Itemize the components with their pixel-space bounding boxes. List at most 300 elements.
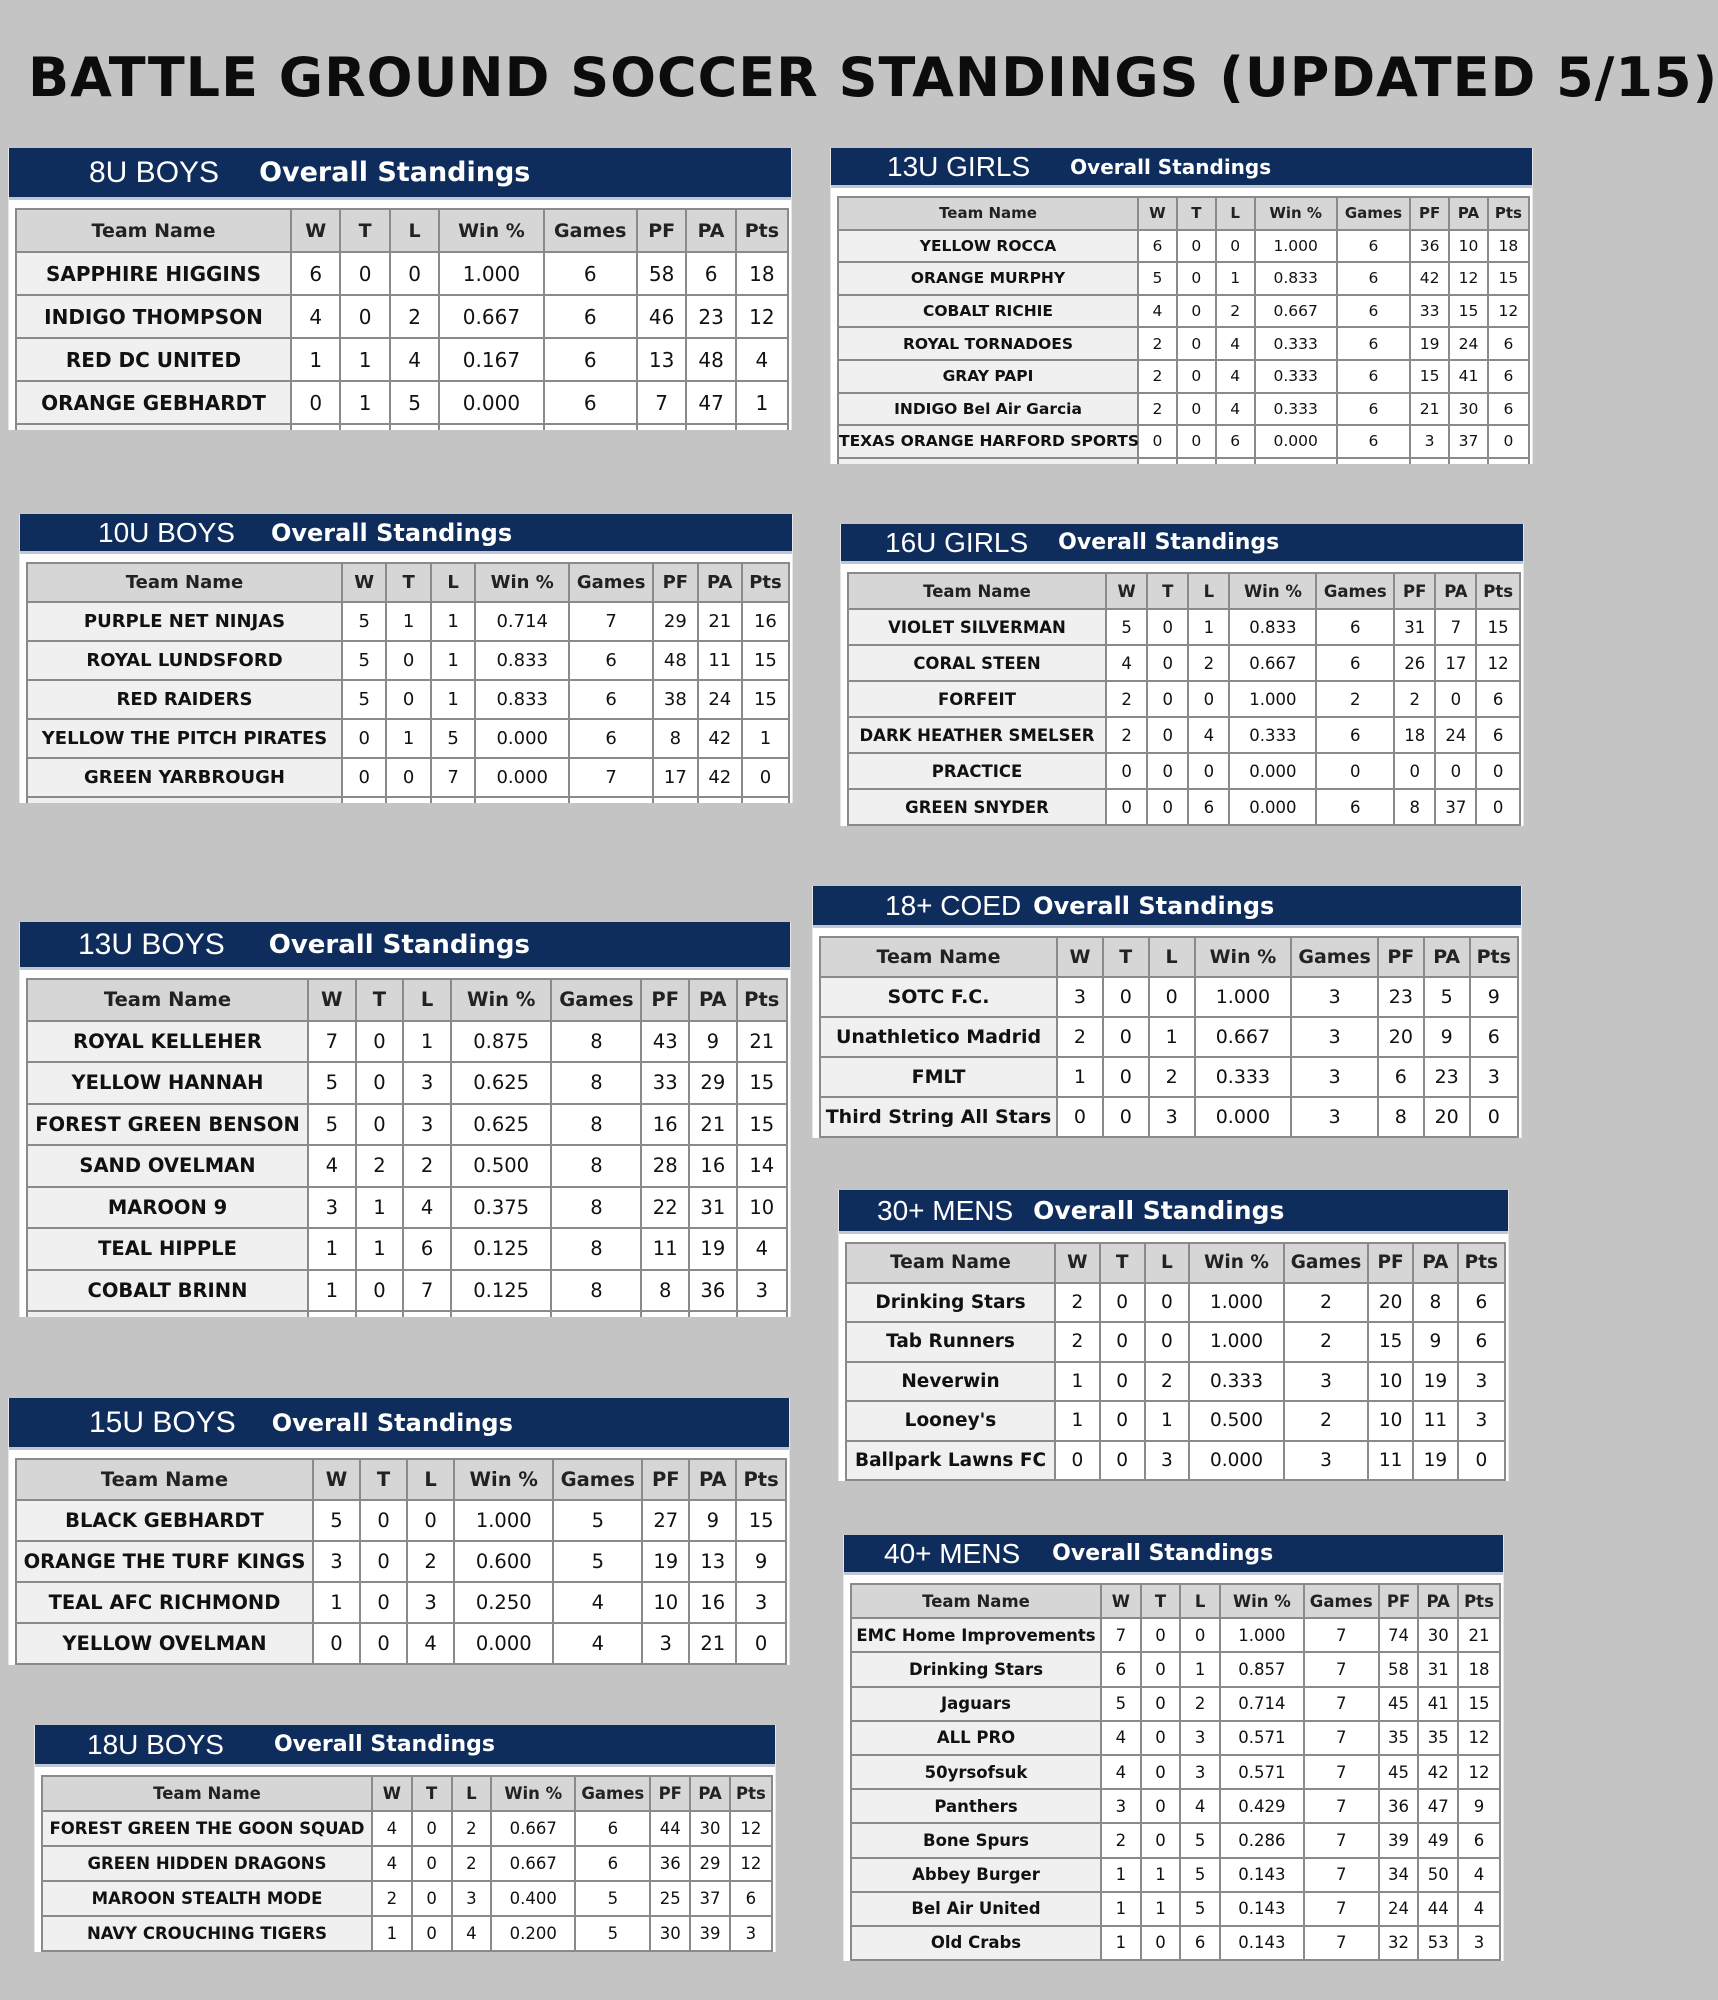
cell-games: 6 [569, 641, 653, 680]
cell-t: 0 [1147, 789, 1188, 825]
cell-games: 8 [551, 1062, 641, 1104]
cell-pa: 9 [1413, 1322, 1458, 1362]
cell-l: 1 [431, 602, 475, 641]
cutoff-cell [1216, 458, 1255, 464]
team-name-cell: 50yrsofsuk [851, 1755, 1101, 1789]
table-row [16, 1623, 786, 1664]
cell-win-pct: 0.000 [454, 1623, 553, 1664]
standings-table [41, 1775, 773, 1952]
cell-pf: 21 [1410, 393, 1449, 426]
cell-w: 4 [291, 295, 340, 338]
column-header-pf: PF [637, 209, 686, 252]
cell-t: 0 [360, 1582, 407, 1623]
cell-pts: 4 [1458, 1858, 1500, 1892]
table-row-cutoff [27, 797, 789, 803]
cell-pts: 6 [1470, 1017, 1518, 1057]
cutoff-cell [1488, 458, 1529, 464]
column-header-pf: PF [641, 979, 689, 1021]
cutoff-cell [1337, 458, 1410, 464]
cell-pts: 3 [730, 1916, 772, 1951]
cell-t: 0 [412, 1916, 452, 1951]
table-row [848, 753, 1520, 789]
cell-pf: 36 [1410, 230, 1449, 263]
cell-pts: 15 [1476, 609, 1519, 645]
cell-t: 0 [1100, 1362, 1145, 1402]
cell-pf: 36 [650, 1846, 690, 1881]
column-header-w: W [1101, 1584, 1141, 1618]
table-row [16, 295, 788, 338]
cell-pf: 15 [1410, 360, 1449, 393]
column-header-team-name: Team Name [820, 937, 1057, 977]
table-row [846, 1362, 1505, 1402]
cell-pa: 29 [689, 1062, 737, 1104]
column-header-w: W [1106, 573, 1147, 609]
team-name-cell: Drinking Stars [846, 1283, 1055, 1323]
team-name-cell: EMC Home Improvements [851, 1618, 1101, 1652]
cutoff-cell [308, 1311, 356, 1317]
cell-t: 0 [1100, 1441, 1145, 1481]
cell-l: 4 [452, 1916, 492, 1951]
cell-pts: 3 [737, 1270, 787, 1312]
cell-win-pct: 0.000 [475, 719, 569, 758]
cell-w: 5 [313, 1500, 360, 1541]
table-row [16, 381, 788, 424]
table-row [42, 1811, 772, 1846]
cell-pts: 6 [1458, 1322, 1505, 1362]
cell-games: 6 [544, 252, 637, 295]
cell-pts: 18 [1488, 230, 1529, 263]
column-header-pts: Pts [737, 979, 787, 1021]
cell-w: 4 [1101, 1721, 1141, 1755]
table-row [848, 717, 1520, 753]
cell-t: 0 [1177, 393, 1216, 426]
table-row [27, 1145, 787, 1187]
team-name-cell: SAND OVELMAN [27, 1145, 308, 1187]
cell-games: 6 [1316, 645, 1394, 681]
cell-pf: 3 [1410, 425, 1449, 458]
cell-win-pct: 0.000 [1229, 753, 1316, 789]
cutoff-cell [439, 424, 543, 430]
cell-win-pct: 0.286 [1220, 1823, 1304, 1857]
column-header-w: W [1055, 1243, 1100, 1283]
table-row [846, 1283, 1505, 1323]
cell-l: 3 [1180, 1721, 1220, 1755]
cell-l: 2 [407, 1541, 454, 1582]
cutoff-cell [1255, 458, 1337, 464]
table-row [838, 295, 1529, 328]
column-header-pf: PF [1379, 1584, 1419, 1618]
table-header-row [820, 937, 1518, 977]
table-header-row [848, 573, 1520, 609]
cell-games: 6 [1316, 717, 1394, 753]
cell-pf: 18 [1394, 717, 1435, 753]
cell-pa: 36 [689, 1270, 737, 1312]
cell-t: 0 [1147, 645, 1188, 681]
cell-games: 5 [575, 1881, 650, 1916]
team-name-cell: ROYAL TORNADOES [838, 327, 1138, 360]
cutoff-cell [637, 424, 686, 430]
column-header-win-pct: Win % [454, 1459, 553, 1500]
table-row [848, 609, 1520, 645]
cell-l: 0 [1145, 1283, 1190, 1323]
cell-l: 5 [431, 719, 475, 758]
table-row [846, 1401, 1505, 1441]
cell-win-pct: 0.667 [491, 1811, 575, 1846]
overall-standings-label: Overall Standings [270, 518, 513, 547]
team-name-cell: ROYAL KELLEHER [27, 1021, 308, 1063]
cell-t: 0 [1141, 1789, 1181, 1823]
cell-l: 6 [1180, 1926, 1220, 1960]
cell-l: 1 [1180, 1652, 1220, 1686]
column-header-l: L [1149, 937, 1195, 977]
cell-t: 0 [1147, 609, 1188, 645]
team-name-cell: ROYAL LUNDSFORD [27, 641, 342, 680]
cell-l: 3 [1180, 1755, 1220, 1789]
team-name-cell: Ballpark Lawns FC [846, 1441, 1055, 1481]
cell-pf: 30 [650, 1916, 690, 1951]
table-row [27, 758, 789, 797]
cell-win-pct: 0.875 [451, 1021, 552, 1063]
cell-pf: 26 [1394, 645, 1435, 681]
table-row [851, 1652, 1500, 1686]
cell-w: 5 [1106, 609, 1147, 645]
cell-games: 6 [569, 680, 653, 719]
cell-games: 4 [553, 1582, 642, 1623]
cell-win-pct: 1.000 [1189, 1322, 1283, 1362]
column-header-win-pct: Win % [1220, 1584, 1304, 1618]
cell-pa: 35 [1418, 1721, 1458, 1755]
cell-pa: 21 [689, 1623, 736, 1664]
team-name-cell: YELLOW THE PITCH PIRATES [27, 719, 342, 758]
cell-pts: 1 [742, 719, 789, 758]
cell-pf: 33 [1410, 295, 1449, 328]
cell-pts: 16 [742, 602, 789, 641]
cell-games: 0 [1316, 753, 1394, 789]
cell-win-pct: 0.000 [1189, 1441, 1283, 1481]
cell-pf: 34 [1379, 1858, 1419, 1892]
column-header-games: Games [553, 1459, 642, 1500]
cell-t: 0 [1177, 360, 1216, 393]
cell-win-pct: 0.000 [475, 758, 569, 797]
standings-table [26, 978, 788, 1317]
cutoff-cell [1410, 458, 1449, 464]
table-row [820, 1057, 1518, 1097]
cell-pa: 12 [1449, 262, 1488, 295]
division-name: 18+ COED [885, 889, 1022, 921]
team-name-cell: GREEN HIDDEN DRAGONS [42, 1846, 372, 1881]
cell-pts: 4 [737, 1228, 787, 1270]
table-row [846, 1322, 1505, 1362]
cell-pts: 15 [1458, 1687, 1500, 1721]
cell-pf: 58 [637, 252, 686, 295]
table-header-row [27, 563, 789, 602]
table-row [851, 1687, 1500, 1721]
cell-games: 8 [551, 1228, 641, 1270]
cell-pts: 15 [742, 641, 789, 680]
cell-games: 7 [1304, 1618, 1379, 1652]
column-header-team-name: Team Name [848, 573, 1106, 609]
cell-win-pct: 0.667 [1195, 1017, 1292, 1057]
cell-pa: 41 [1418, 1687, 1458, 1721]
cell-games: 6 [575, 1811, 650, 1846]
cell-t: 0 [412, 1881, 452, 1916]
team-name-cell: DARK HEATHER SMELSER [848, 717, 1106, 753]
cell-l: 0 [1188, 681, 1229, 717]
cell-w: 5 [308, 1062, 356, 1104]
team-name-cell: TEAL HIPPLE [27, 1228, 308, 1270]
cell-win-pct: 0.333 [1255, 393, 1337, 426]
standings-table [15, 1458, 787, 1665]
cell-pa: 21 [689, 1104, 737, 1146]
team-name-cell: Bone Spurs [851, 1823, 1101, 1857]
cell-pf: 19 [642, 1541, 689, 1582]
cell-pts: 1 [736, 381, 788, 424]
cell-pf: 10 [1368, 1401, 1413, 1441]
cutoff-cell [386, 797, 430, 803]
cell-pf: 48 [653, 641, 697, 680]
cell-win-pct: 0.500 [451, 1145, 552, 1187]
column-header-pf: PF [1378, 937, 1424, 977]
cell-games: 2 [1284, 1401, 1369, 1441]
cell-t: 0 [386, 641, 430, 680]
cutoff-cell [475, 797, 569, 803]
cell-pa: 29 [690, 1846, 730, 1881]
cell-l: 1 [1216, 262, 1255, 295]
cell-pa: 17 [1435, 645, 1476, 681]
cell-t: 0 [356, 1062, 404, 1104]
cell-pf: 35 [1379, 1721, 1419, 1755]
cell-t: 0 [386, 680, 430, 719]
cell-win-pct: 0.833 [475, 641, 569, 680]
column-header-t: T [356, 979, 404, 1021]
table-row [42, 1881, 772, 1916]
cell-win-pct: 0.333 [1255, 327, 1337, 360]
team-name-cell: Neverwin [846, 1362, 1055, 1402]
division-name: 13U GIRLS [887, 150, 1031, 182]
team-name-cell: ORANGE MURPHY [838, 262, 1138, 295]
table-row [851, 1823, 1500, 1857]
cell-win-pct: 0.000 [1229, 789, 1316, 825]
column-header-pa: PA [698, 563, 742, 602]
cell-l: 3 [1145, 1441, 1190, 1481]
cell-pf: 25 [650, 1881, 690, 1916]
team-name-cell: ORANGE GEBHARDT [16, 381, 291, 424]
cell-win-pct: 0.625 [451, 1062, 552, 1104]
cell-t: 0 [1141, 1618, 1181, 1652]
cell-pts: 12 [730, 1846, 772, 1881]
division-header [20, 514, 792, 554]
cell-w: 5 [342, 641, 386, 680]
cell-pa: 47 [1418, 1789, 1458, 1823]
team-name-cell: Old Crabs [851, 1926, 1101, 1960]
cell-t: 0 [1177, 230, 1216, 263]
cutoff-cell [342, 797, 386, 803]
standings-panel-30-mens [838, 1190, 1509, 1481]
column-header-pf: PF [1410, 197, 1449, 230]
cell-pts: 0 [1470, 1097, 1518, 1137]
column-header-pts: Pts [1458, 1243, 1505, 1283]
cell-w: 3 [1057, 977, 1103, 1017]
column-header-win-pct: Win % [1189, 1243, 1283, 1283]
cell-w: 1 [1101, 1926, 1141, 1960]
table-row [820, 1017, 1518, 1057]
overall-standings-label: Overall Standings [259, 157, 531, 188]
cell-pf: 2 [1394, 681, 1435, 717]
cell-pts: 6 [1488, 393, 1529, 426]
table-row [846, 1441, 1505, 1481]
cell-pf: 39 [1379, 1823, 1419, 1857]
cell-w: 1 [1057, 1057, 1103, 1097]
team-name-cell: SOTC F.C. [820, 977, 1057, 1017]
cutoff-cell [653, 797, 697, 803]
cell-l: 1 [431, 680, 475, 719]
column-header-games: Games [1337, 197, 1410, 230]
cell-pa: 5 [1424, 977, 1470, 1017]
cell-pts: 12 [1458, 1721, 1500, 1755]
cell-games: 6 [569, 719, 653, 758]
cell-l: 1 [403, 1021, 451, 1063]
cell-l: 3 [403, 1104, 451, 1146]
team-name-cell: Abbey Burger [851, 1858, 1101, 1892]
cell-t: 0 [356, 1021, 404, 1063]
cell-pf: 6 [1378, 1057, 1424, 1097]
division-name: 15U BOYS [89, 1405, 236, 1439]
cell-pts: 3 [1458, 1362, 1505, 1402]
table-row [838, 262, 1529, 295]
cell-t: 0 [1147, 753, 1188, 789]
cell-games: 6 [1337, 360, 1410, 393]
cell-pf: 10 [1368, 1362, 1413, 1402]
column-header-team-name: Team Name [838, 197, 1138, 230]
cell-t: 1 [386, 719, 430, 758]
cell-l: 6 [1188, 789, 1229, 825]
cell-pa: 19 [689, 1228, 737, 1270]
standings-table [819, 936, 1519, 1138]
cell-games: 7 [1304, 1652, 1379, 1686]
cell-w: 0 [1106, 753, 1147, 789]
cell-pa: 42 [1418, 1755, 1458, 1789]
cell-games: 8 [551, 1270, 641, 1312]
column-header-t: T [1141, 1584, 1181, 1618]
cutoff-cell [291, 424, 340, 430]
overall-standings-label: Overall Standings [1052, 1541, 1274, 1566]
team-name-cell: MAROON STEALTH MODE [42, 1881, 372, 1916]
cell-pts: 0 [742, 758, 789, 797]
table-row [16, 252, 788, 295]
column-header-w: W [1138, 197, 1177, 230]
cell-win-pct: 1.000 [439, 252, 543, 295]
cell-win-pct: 0.333 [1229, 717, 1316, 753]
cell-l: 4 [1216, 360, 1255, 393]
cell-w: 0 [1106, 789, 1147, 825]
cell-pts: 3 [1458, 1926, 1500, 1960]
cell-win-pct: 0.375 [451, 1187, 552, 1229]
cell-w: 5 [342, 680, 386, 719]
column-header-team-name: Team Name [851, 1584, 1101, 1618]
division-header [9, 1398, 789, 1450]
cell-pa: 19 [1413, 1362, 1458, 1402]
cell-w: 2 [1055, 1322, 1100, 1362]
cell-t: 0 [412, 1811, 452, 1846]
cell-l: 2 [452, 1811, 492, 1846]
column-header-pts: Pts [1458, 1584, 1500, 1618]
cell-games: 7 [569, 758, 653, 797]
cell-w: 4 [372, 1846, 412, 1881]
cutoff-cell [736, 424, 788, 430]
cell-l: 2 [390, 295, 439, 338]
cutoff-cell [544, 424, 637, 430]
cell-w: 1 [1101, 1858, 1141, 1892]
cell-pf: 20 [1368, 1283, 1413, 1323]
column-header-l: L [390, 209, 439, 252]
table-row [27, 680, 789, 719]
division-name: 16U GIRLS [885, 526, 1029, 558]
cell-pa: 20 [1424, 1097, 1470, 1137]
column-header-pf: PF [642, 1459, 689, 1500]
column-header-win-pct: Win % [1229, 573, 1316, 609]
column-header-l: L [1188, 573, 1229, 609]
cell-w: 6 [291, 252, 340, 295]
cell-games: 6 [575, 1846, 650, 1881]
cell-l: 2 [1145, 1362, 1190, 1402]
cell-t: 0 [360, 1541, 407, 1582]
cell-w: 0 [1055, 1441, 1100, 1481]
division-name: 13U BOYS [78, 927, 225, 961]
cell-pf: 20 [1378, 1017, 1424, 1057]
table-header-row [27, 979, 787, 1021]
cell-pts: 0 [1476, 789, 1519, 825]
cell-pa: 50 [1418, 1858, 1458, 1892]
cell-t: 0 [412, 1846, 452, 1881]
cell-w: 0 [291, 381, 340, 424]
column-header-w: W [342, 563, 386, 602]
column-header-pa: PA [689, 1459, 736, 1500]
cell-games: 6 [1337, 262, 1410, 295]
cell-w: 2 [1106, 717, 1147, 753]
column-header-win-pct: Win % [1195, 937, 1292, 977]
cell-pa: 24 [698, 680, 742, 719]
cell-t: 0 [1141, 1652, 1181, 1686]
column-header-pts: Pts [736, 209, 788, 252]
cell-l: 4 [1180, 1789, 1220, 1823]
cell-w: 1 [291, 338, 340, 381]
cell-win-pct: 0.667 [491, 1846, 575, 1881]
cell-t: 1 [356, 1187, 404, 1229]
cell-t: 0 [1103, 1017, 1149, 1057]
cell-w: 2 [1106, 681, 1147, 717]
table-row [838, 360, 1529, 393]
cell-pts: 0 [736, 1623, 786, 1664]
table-row [851, 1618, 1500, 1652]
cell-win-pct: 0.714 [475, 602, 569, 641]
cutoff-cell [340, 424, 389, 430]
column-header-l: L [403, 979, 451, 1021]
cell-win-pct: 1.000 [1229, 681, 1316, 717]
cell-win-pct: 0.000 [1255, 425, 1337, 458]
division-name: 8U BOYS [89, 155, 220, 189]
table-row [27, 1228, 787, 1270]
division-header [841, 524, 1523, 564]
cell-win-pct: 0.833 [1229, 609, 1316, 645]
standings-table [15, 208, 789, 430]
table-row [851, 1926, 1500, 1960]
cell-pa: 24 [1435, 717, 1476, 753]
cell-t: 0 [356, 1104, 404, 1146]
cell-t: 0 [1141, 1721, 1181, 1755]
division-name: 30+ MENS [877, 1194, 1014, 1226]
table-row [848, 789, 1520, 825]
table-row [851, 1892, 1500, 1926]
